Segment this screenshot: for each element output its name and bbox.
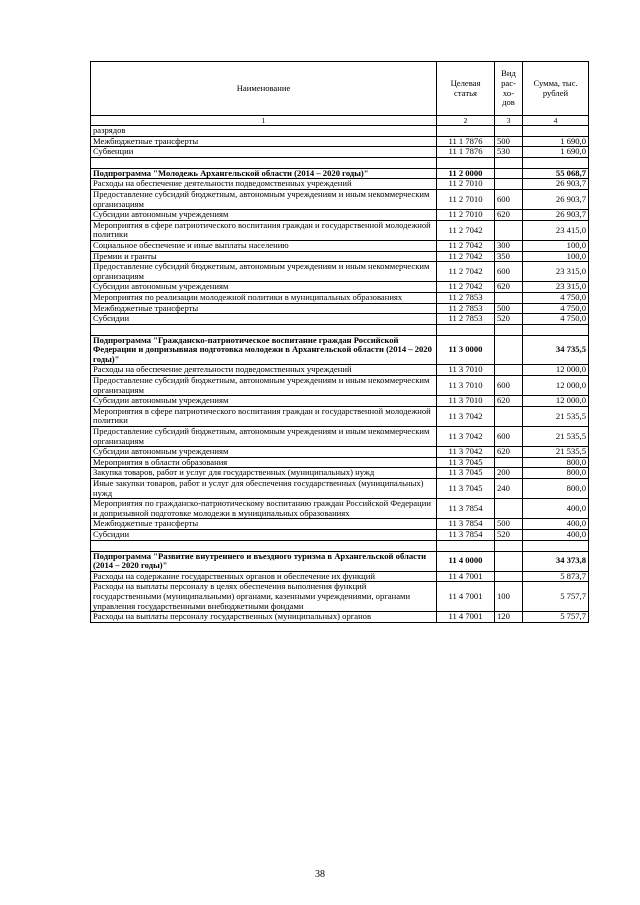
row-sum: 21 535,5 [523, 427, 589, 447]
table-row [91, 240, 589, 251]
table-row [91, 499, 589, 519]
spacer-row [91, 540, 589, 551]
row-sum: 26 903,7 [523, 179, 589, 190]
row-name: Субсидии автономным учреждениям [91, 210, 437, 221]
table-row [91, 292, 589, 303]
row-name: Мероприятия по гражданско-патриотическому воспитанию граждан Российской Федерации и допризывной подготовке молодежи в муниципальных образованиях [91, 499, 437, 519]
row-code: 11 3 7010 [437, 365, 495, 376]
row-code: 11 1 7876 [437, 147, 495, 158]
row-name: Расходы на выплаты персоналу государственных (муниципальных) органов [91, 612, 437, 623]
row-vid: 600 [495, 427, 523, 447]
row-code: 11 3 7854 [437, 499, 495, 519]
row-code: 11 3 7010 [437, 396, 495, 407]
row-vid: 520 [495, 529, 523, 540]
row-code: 11 3 7045 [437, 479, 495, 499]
row-vid [495, 551, 523, 571]
row-vid: 500 [495, 519, 523, 530]
row-name: Мероприятия в области образования [91, 457, 437, 468]
page-number: 38 [315, 869, 325, 880]
row-name: Подпрограмма "Гражданско-патриотическое воспитание граждан Российской Федерации и допризывная подготовка молодежи в Архангельской области (2014 – 2020 годы)" [91, 335, 437, 365]
row-vid [495, 168, 523, 179]
row-code: 11 2 7042 [437, 220, 495, 240]
row-vid: 500 [495, 303, 523, 314]
row-name [91, 324, 437, 335]
row-vid: 620 [495, 210, 523, 221]
row-sum: 800,0 [523, 479, 589, 499]
row-name: Предоставление субсидий бюджетным, автономным учреждениям и иным некоммерческим организациям [91, 189, 437, 209]
table-row [91, 262, 589, 282]
row-code: 11 2 7042 [437, 282, 495, 293]
row-vid [495, 571, 523, 582]
row-vid [495, 499, 523, 519]
row-sum: 100,0 [523, 251, 589, 262]
row-sum: 5 757,7 [523, 612, 589, 623]
table-header-row [91, 62, 589, 116]
row-vid: 600 [495, 376, 523, 396]
row-code: 11 3 7854 [437, 519, 495, 530]
row-code: 11 2 0000 [437, 168, 495, 179]
row-vid: 620 [495, 282, 523, 293]
table-row [91, 365, 589, 376]
table-row [91, 457, 589, 468]
row-vid: 200 [495, 468, 523, 479]
row-code: 11 3 7042 [437, 427, 495, 447]
table-row [91, 612, 589, 623]
row-code [437, 324, 495, 335]
row-sum: 21 535,5 [523, 406, 589, 426]
row-sum: 5 757,7 [523, 582, 589, 612]
row-name: Расходы на содержание государственных органов и обеспечение их функций [91, 571, 437, 582]
row-sum: 55 068,7 [523, 168, 589, 179]
table-row [91, 220, 589, 240]
row-code: 11 3 7045 [437, 457, 495, 468]
row-name: Подпрограмма "Развитие внутреннего и въездного туризма в Архангельской области (2014 – 2020 годы)" [91, 551, 437, 571]
row-sum: 12 000,0 [523, 376, 589, 396]
row-sum: 12 000,0 [523, 396, 589, 407]
spacer-row [91, 157, 589, 168]
row-sum: 800,0 [523, 468, 589, 479]
subprogram-row [91, 168, 589, 179]
row-name: Социальное обеспечение и иные выплаты населению [91, 240, 437, 251]
table-row [91, 126, 589, 137]
table-row [91, 406, 589, 426]
row-sum: 12 000,0 [523, 365, 589, 376]
row-name: Предоставление субсидий бюджетным, автономным учреждениям и иным некоммерческим организациям [91, 376, 437, 396]
table-row [91, 147, 589, 158]
subprogram-row [91, 551, 589, 571]
row-vid [495, 335, 523, 365]
row-name: разрядов [91, 126, 437, 137]
row-sum: 1 690,0 [523, 136, 589, 147]
row-vid [495, 292, 523, 303]
row-code [437, 157, 495, 168]
header-code: Целевая статья [437, 62, 495, 116]
row-name [91, 540, 437, 551]
table-row [91, 571, 589, 582]
table-row [91, 179, 589, 190]
row-vid [495, 365, 523, 376]
row-code: 11 2 7853 [437, 314, 495, 325]
budget-table [90, 61, 589, 623]
row-name: Субсидии [91, 529, 437, 540]
table-row [91, 479, 589, 499]
row-name: Субсидии автономным учреждениям [91, 396, 437, 407]
column-number: 4 [523, 116, 589, 126]
table-row [91, 529, 589, 540]
row-vid [495, 157, 523, 168]
table-row [91, 427, 589, 447]
header-sum: Сумма, тыс. рублей [523, 62, 589, 116]
table-row [91, 376, 589, 396]
row-vid: 350 [495, 251, 523, 262]
table-row [91, 136, 589, 147]
row-code: 11 3 7042 [437, 447, 495, 458]
row-name: Расходы на выплаты персоналу в целях обеспечения выполнения функций государственными (муниципальными) органами, казенными учреждениями, органами управления государственными внебюджетными фондами [91, 582, 437, 612]
table-row [91, 396, 589, 407]
row-name: Подпрограмма "Молодежь Архангельской области (2014 – 2020 годы)" [91, 168, 437, 179]
row-sum: 400,0 [523, 519, 589, 530]
header-name: Наименование [91, 62, 437, 116]
row-name: Субсидии автономным учреждениям [91, 447, 437, 458]
row-code: 11 4 7001 [437, 612, 495, 623]
row-name: Мероприятия в сфере патриотического воспитания граждан и государственной молодежной политики [91, 406, 437, 426]
table-row [91, 519, 589, 530]
row-code: 11 2 7010 [437, 179, 495, 190]
row-name: Иные закупки товаров, работ и услуг для обеспечения государственных (муниципальных) нужд [91, 479, 437, 499]
row-code: 11 1 7876 [437, 136, 495, 147]
row-sum: 23 415,0 [523, 220, 589, 240]
row-code: 11 2 7853 [437, 292, 495, 303]
row-vid: 600 [495, 189, 523, 209]
row-sum [523, 324, 589, 335]
row-name: Расходы на обеспечение деятельности подведомственных учреждений [91, 365, 437, 376]
row-name: Субсидии автономным учреждениям [91, 282, 437, 293]
row-sum [523, 157, 589, 168]
row-vid: 520 [495, 314, 523, 325]
row-vid [495, 220, 523, 240]
row-name: Предоставление субсидий бюджетным, автономным учреждениям и иным некоммерческим организациям [91, 427, 437, 447]
table-row [91, 447, 589, 458]
row-name: Мероприятия в сфере патриотического воспитания граждан и государственной молодежной политики [91, 220, 437, 240]
row-vid [495, 406, 523, 426]
row-code: 11 2 7042 [437, 251, 495, 262]
row-sum: 4 750,0 [523, 292, 589, 303]
row-vid: 100 [495, 582, 523, 612]
row-sum [523, 540, 589, 551]
column-number: 3 [495, 116, 523, 126]
row-vid [495, 540, 523, 551]
row-vid: 500 [495, 136, 523, 147]
table-row [91, 189, 589, 209]
row-vid: 620 [495, 447, 523, 458]
row-code: 11 4 7001 [437, 582, 495, 612]
row-name: Субвенции [91, 147, 437, 158]
row-vid [495, 179, 523, 190]
row-sum: 26 903,7 [523, 210, 589, 221]
table-row [91, 282, 589, 293]
row-code: 11 2 7042 [437, 262, 495, 282]
row-sum: 34 735,5 [523, 335, 589, 365]
table-row [91, 468, 589, 479]
row-sum: 1 690,0 [523, 147, 589, 158]
row-code: 11 2 7010 [437, 189, 495, 209]
row-vid [495, 126, 523, 137]
row-sum: 34 373,8 [523, 551, 589, 571]
row-sum: 400,0 [523, 529, 589, 540]
row-sum: 5 873,7 [523, 571, 589, 582]
column-number-row [91, 116, 589, 126]
row-sum [523, 126, 589, 137]
row-sum: 400,0 [523, 499, 589, 519]
row-code [437, 126, 495, 137]
row-sum: 21 535,5 [523, 447, 589, 458]
column-number: 2 [437, 116, 495, 126]
table-row [91, 210, 589, 221]
row-vid: 530 [495, 147, 523, 158]
spacer-row [91, 324, 589, 335]
row-sum: 26 903,7 [523, 189, 589, 209]
row-name: Субсидии [91, 314, 437, 325]
table-row [91, 251, 589, 262]
row-name: Расходы на обеспечение деятельности подведомственных учреждений [91, 179, 437, 190]
row-name: Межбюджетные трансферты [91, 519, 437, 530]
row-code: 11 4 7001 [437, 571, 495, 582]
row-vid [495, 324, 523, 335]
header-vid: Вид рас-хо-дов [495, 62, 523, 116]
row-sum: 4 750,0 [523, 314, 589, 325]
row-vid: 620 [495, 396, 523, 407]
row-vid [495, 457, 523, 468]
row-code: 11 3 7042 [437, 406, 495, 426]
row-code: 11 2 7853 [437, 303, 495, 314]
table-row [91, 314, 589, 325]
row-vid: 300 [495, 240, 523, 251]
row-code: 11 2 7042 [437, 240, 495, 251]
column-number: 1 [91, 116, 437, 126]
row-code: 11 3 0000 [437, 335, 495, 365]
row-sum: 23 315,0 [523, 262, 589, 282]
row-name: Закупка товаров, работ и услуг для государственных (муниципальных) нужд [91, 468, 437, 479]
row-name: Межбюджетные трансферты [91, 136, 437, 147]
row-name: Премии и гранты [91, 251, 437, 262]
row-code: 11 3 7045 [437, 468, 495, 479]
row-code: 11 2 7010 [437, 210, 495, 221]
row-vid: 120 [495, 612, 523, 623]
row-vid: 240 [495, 479, 523, 499]
subprogram-row [91, 335, 589, 365]
row-name: Межбюджетные трансферты [91, 303, 437, 314]
table-row [91, 582, 589, 612]
row-sum: 4 750,0 [523, 303, 589, 314]
row-name: Мероприятия по реализации молодежной политики в муниципальных образованиях [91, 292, 437, 303]
row-code: 11 3 7854 [437, 529, 495, 540]
row-code: 11 4 0000 [437, 551, 495, 571]
row-code: 11 3 7010 [437, 376, 495, 396]
row-sum: 23 315,0 [523, 282, 589, 293]
row-vid: 600 [495, 262, 523, 282]
row-sum: 100,0 [523, 240, 589, 251]
table-row [91, 303, 589, 314]
row-name: Предоставление субсидий бюджетным, автономным учреждениям и иным некоммерческим организациям [91, 262, 437, 282]
row-name [91, 157, 437, 168]
row-code [437, 540, 495, 551]
row-sum: 800,0 [523, 457, 589, 468]
